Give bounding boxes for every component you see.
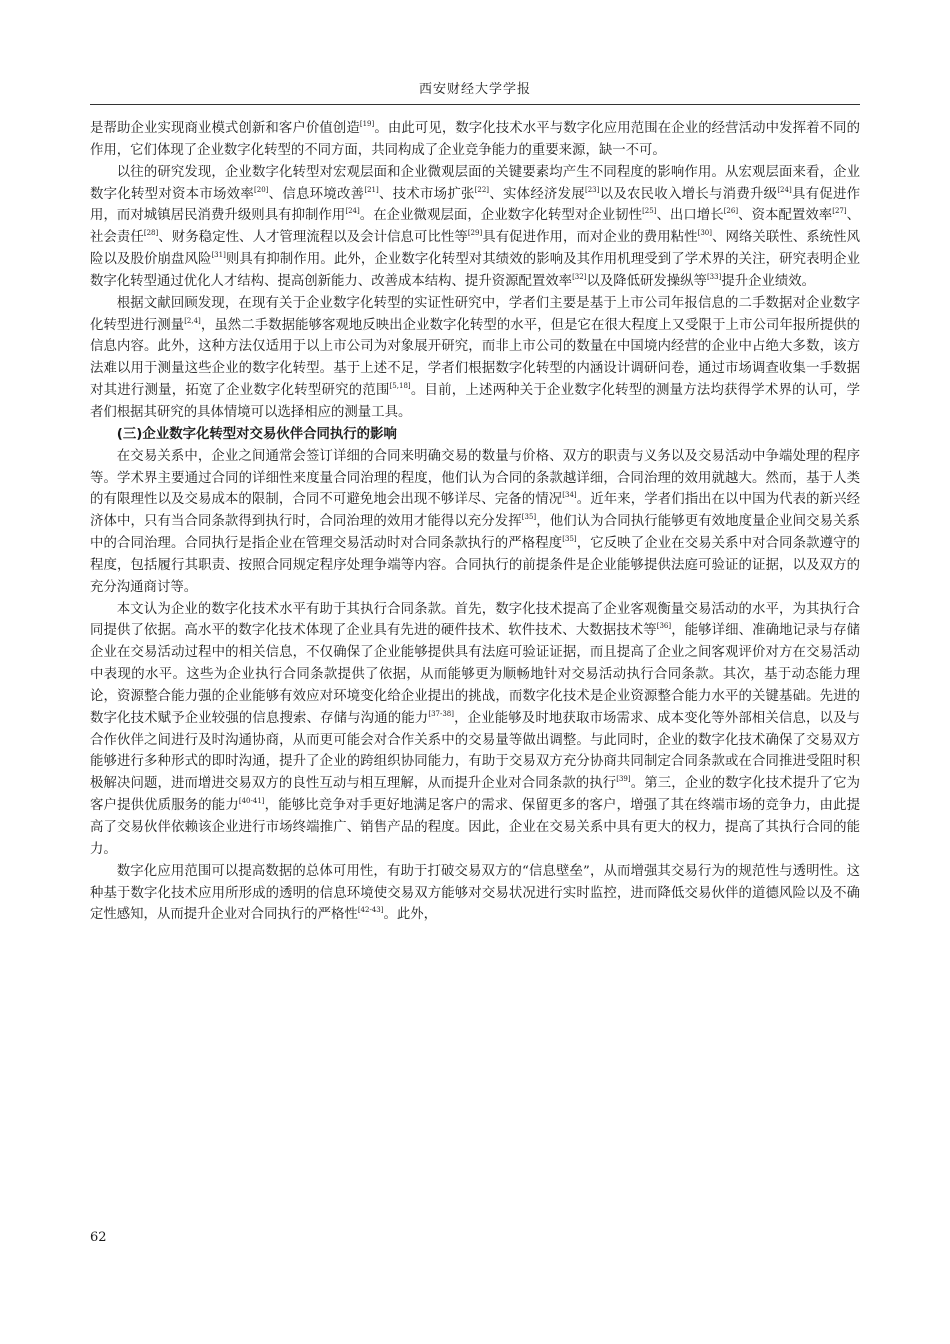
text-run: ，能够详细、准确地记录与存储企业在交易活动过程中的相关信息，不仅确保了企业能够提供具有法庭可验证证据，而且提高了企业之间客观评价对方在交易活动中表现的水平。这些为企业执行合同条款提供了依据，从而能够更为顺畅地针对交易活动执行合同条款。其次，基于动态能力理论，资源整合能力强的企业能够有效应对环境变化给企业提出的挑战，而数字化技术是企业资源整合能力水平的关键基础。先进的数字化技术赋予企业较强的信息搜索、存储与沟通的能力: [90, 623, 860, 726]
text-run: 具有促进作用，而对城镇居民消费升级则具有抑制作用: [90, 186, 861, 224]
citation-ref: [22]: [474, 185, 490, 194]
article-body: [90, 118, 860, 926]
text-run: 以及农民收入增长与消费升级: [599, 186, 778, 202]
citation-ref: [26]: [723, 207, 739, 216]
text-run: ，虽然二手数据能够客观地反映出企业数字化转型的水平，但是它在很大程度上又受限于上市公司年报所提供的信息内容。此外，这种方法仅适用于以上市公司为对象展开研究，而非上市公司的数量在中国境内经营的企业中占绝大多数，该方法难以用于测量这些企业的数字化转型。基于上述不足，学者们根据数字化转型的内涵设计调研问卷，通过市场调查收集一手数据对其进行测量，拓宽了企业数字化转型研究的范围: [90, 317, 861, 399]
text-run: 在交易关系中，企业之间通常会签订详细的合同来明确交易的数量与价格、双方的职责与义务以及交易活动中争端处理的程序等。学术界主要通过合同的详细性来度量合同治理的程度，他们认为合同的条款越详细，合同治理的效用就越大。然而，基于人类的有限理性以及交易成本的限制，合同不可避免地会出现不够详尽、完备的情况: [90, 448, 860, 508]
citation-ref: [24]: [777, 185, 792, 194]
text-run: 具有促进作用，而对企业的费用粘性: [482, 230, 698, 246]
text-run: 以及降低研发操纵等: [586, 273, 707, 289]
citation-ref: [39]: [616, 775, 631, 784]
text-run: 根据文献回顾发现，在现有关于企业数字化转型的实证性研究中，学者们主要是基于上市公司年报信息的二手数据对企业数字化转型进行测量: [90, 295, 860, 333]
text-run: 。在企业微观层面，企业数字化转型对企业韧性: [359, 208, 643, 224]
citation-ref: [24]: [345, 207, 360, 216]
citation-ref: [37-38]: [428, 709, 454, 718]
citation-ref: [27]: [832, 207, 847, 216]
text-run: 。近年来，学者们指出在以中国为代表的新兴经济体中，只有当合同条款得到执行时，合同治理的效用才能得以充分发挥: [90, 492, 860, 530]
text-run: 本文认为企业的数字化技术水平有助于其执行合同条款。首先，数字化技术提高了企业客观衡量交易活动的水平，为其执行合同提供了依据。高水平的数字化技术体现了企业具有先进的硬件技术、软件技术、大数据技术等: [90, 601, 860, 639]
citation-ref: [19]: [359, 120, 375, 128]
text-run: 、实体经济发展: [489, 186, 585, 202]
paragraph: [90, 293, 860, 424]
text-run: ，企业能够及时地获取市场需求、成本变化等外部相关信息，以及与合作伙伴之间进行及时沟通协商，从而更可能会对合作关系中的交易量等做出调整。与此同时，企业的数字化技术确保了交易双方能够进行多种形式的即时沟通，提升了企业的跨组织协同能力，有助于交易双方充分协商共同制定合同条款或在合同推进受阻时积极解决问题，进而增进交易双方的良性互动与相互理解，从而提升企业对合同条款的执行: [90, 710, 861, 792]
text-run: 则具有抑制作用。此外，企业数字化转型对其绩效的影响及其作用机理受到了学术界的关注，研究表明企业数字化转型通过优化人才结构、提高创新能力、改善成本结构、提升资源配置效率: [90, 252, 861, 289]
paragraph: [90, 861, 860, 927]
citation-ref: [40-41]: [238, 797, 265, 806]
paragraph: [90, 599, 860, 861]
citation-ref: [36]: [656, 622, 672, 631]
citation-ref: [32]: [572, 272, 587, 281]
citation-ref: [30]: [697, 229, 712, 238]
section-heading: [90, 424, 860, 446]
text-run: (三)企业数字化转型对交易伙伴合同执行的影响: [116, 426, 397, 442]
text-run: 、社会责任: [90, 208, 861, 246]
citation-ref: [23]: [585, 185, 600, 194]
text-run: ，他们认为合同执行能够更有效地度量企业间交易关系中的合同治理。合同执行是指企业在管理交易活动时对合同条款执行的严格程度: [90, 514, 861, 552]
citation-ref: [42-43]: [357, 906, 384, 915]
text-run: 、出口增长: [656, 208, 724, 224]
citation-ref: [20]: [254, 185, 269, 194]
text-run: 、资本配置效率: [738, 208, 833, 224]
text-run: 提升企业绩效。: [721, 273, 816, 289]
text-run: 以往的研究发现，企业数字化转型对宏观层面和企业微观层面的关键要素均产生不同程度的影响作用。从宏观层面来看，企业数字化转型对资本市场效率: [90, 164, 860, 202]
text-run: 。此外，: [383, 907, 438, 923]
text-run: 、财务稳定性、人才管理流程以及会计信息可比性等: [158, 230, 468, 246]
citation-ref: [35]: [521, 513, 537, 522]
paragraph: [90, 118, 860, 162]
journal-title: 西安财经大学学报: [418, 82, 531, 97]
citation-ref: [33]: [706, 272, 722, 281]
text-run: 。由此可见，数字化技术水平与数字化应用范围在企业的经营活动中发挥着不同的作用，它们体现了企业数字化转型的不同方面，共同构成了企业竞争能力的重要来源，缺一不可。: [90, 121, 861, 158]
text-run: 、信息环境改善: [268, 186, 365, 202]
citation-ref: [2,4]: [184, 316, 201, 325]
text-run: ，能够比竞争对手更好地满足客户的需求、保留更多的客户，增强了其在终端市场的竞争力，由此提高了交易伙伴依赖该企业进行市场终端推广、销售产品的程度。因此，企业在交易关系中具有更大的权力，提高了其执行合同的能力。: [90, 798, 861, 857]
text-run: 、技术市场扩张: [378, 186, 475, 202]
text-run: 。第三，企业的数字化技术提升了它为客户提供优质服务的能力: [90, 776, 861, 814]
text-run: 是帮助企业实现商业模式创新和客户价值创造: [90, 121, 360, 136]
citation-ref: [28]: [143, 229, 159, 238]
header-divider: [90, 104, 860, 105]
citation-ref: [31]: [211, 251, 226, 260]
citation-ref: [25]: [642, 207, 657, 216]
paragraph: [90, 446, 860, 599]
text-run: ，它反映了企业在交易关系中对合同条款遵守的程度，包括履行其职责、按照合同规定程序处理争端等内容。合同执行的前提条件是企业能够提供法庭可验证的证据，以及双方的充分沟通商讨等。: [90, 536, 860, 595]
text-run: 、网络关联性、系统性风险以及股价崩盘风险: [90, 230, 861, 268]
citation-ref: [35]: [562, 535, 577, 544]
text-run: 数字化应用范围可以提高数据的总体可用性，有助于打破交易双方的“信息壁垒”，从而增强其交易行为的规范性与透明性。这种基于数字化技术应用所形成的透明的信息环境使交易双方能够对交易状况进行实时监控，进而降低交易伙伴的道德风险以及不确定性感知，从而提升企业对合同执行的严格性: [90, 863, 860, 923]
page-number: 62: [90, 1230, 107, 1245]
citation-ref: [34]: [562, 491, 577, 500]
paragraph: [90, 162, 860, 293]
text-run: 。目前，上述两种关于企业数字化转型的测量方法均获得学术界的认可，学者们根据其研究的具体情境可以选择相应的测量工具。: [90, 383, 861, 420]
citation-ref: [5,18]: [389, 382, 411, 391]
citation-ref: [21]: [364, 185, 379, 194]
citation-ref: [29]: [467, 229, 483, 238]
